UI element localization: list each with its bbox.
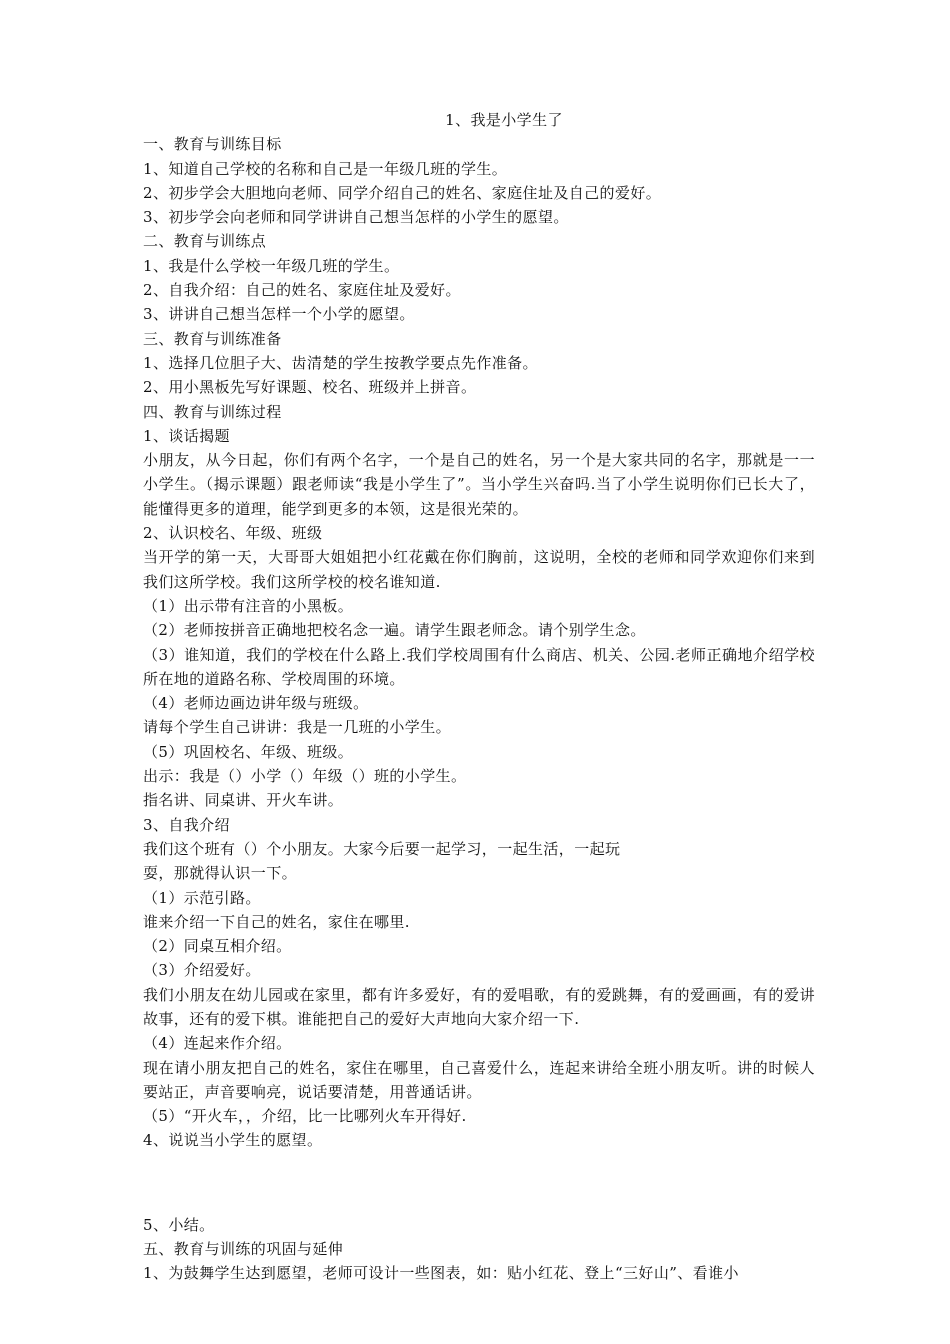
list-item: （5）“开火车，，介绍，比一比哪列火车开得好. <box>143 1107 467 1126</box>
subheading: 4、说说当小学生的愿望。 <box>143 1131 323 1150</box>
paragraph-line: 出示：我是（）小学（）年级（）班的小学生。 <box>143 767 467 786</box>
paragraph-line: 请每个学生自己讲讲：我是一几班的小学生。 <box>143 718 452 737</box>
section-heading-objectives: 一、教育与训练目标 <box>143 135 282 154</box>
subheading: 1、谈话揭题 <box>143 426 230 445</box>
paragraph: 小朋友，从今日起，你们有两个名字，一个是自己的姓名，另一个是大家共同的名字，那就是一一小学生。（揭示课题）跟老师读“我是小学生了”。当小学生兴奋吗.当了小学生说明你们已长大了，能懂得更多的道理，能学到更多的本领，这是很光荣的。 <box>143 451 815 518</box>
section-heading-points: 二、教育与训练点 <box>143 232 267 251</box>
list-item: 1、选择几位胆子大、齿清楚的学生按教学要点先作准备。 <box>143 353 538 372</box>
list-item: 3、讲讲自己想当怎样一个小学的愿望。 <box>143 305 415 324</box>
document-body <box>143 108 815 1286</box>
list-item: （3）介绍爱好。 <box>143 961 261 980</box>
subheading: 5、小结。 <box>143 1215 215 1234</box>
paragraph-line: 指名讲、同桌讲、开火车讲。 <box>143 791 344 810</box>
paragraph: （3）谁知道，我们的学校在什么路上.我们学校周围有什么商店、机关、公园.老师正确地介绍学校所在地的道路名称、学校周围的环境。 <box>143 645 815 688</box>
list-item: 1、我是什么学校一年级几班的学生。 <box>143 256 400 275</box>
paragraph: 当开学的第一天，大哥哥大姐姐把小红花戴在你们胸前，这说明，全校的老师和同学欢迎你们来到我们这所学校。我们这所学校的校名谁知道. <box>143 548 815 591</box>
subheading: 3、自我介绍 <box>143 815 230 834</box>
paragraph: 我们小朋友在幼儿园或在家里，都有许多爱好，有的爱唱歌，有的爱跳舞，有的爱画画，有的爱讲故事，还有的爱下棋。谁能把自己的爱好大声地向大家介绍一下. <box>143 985 815 1028</box>
list-item: （2）老师按拼音正确地把校名念一遍。请学生跟老师念。请个别学生念。 <box>143 621 646 640</box>
section-heading-extension: 五、教育与训练的巩固与延伸 <box>143 1240 344 1259</box>
section-heading-preparation: 三、教育与训练准备 <box>143 329 282 348</box>
lesson-title: 1、我是小学生了 <box>445 111 563 129</box>
subheading: 2、认识校名、年级、班级 <box>143 524 323 543</box>
list-item: （1）示范引路。 <box>143 888 261 907</box>
list-item: 2、自我介绍：自己的姓名、家庭住址及爱好。 <box>143 281 461 300</box>
list-item: 2、初步学会大胆地向老师、同学介绍自己的姓名、家庭住址及自己的爱好。 <box>143 183 662 202</box>
list-item: （2）同桌互相介绍。 <box>143 937 292 956</box>
paragraph-line: 谁来介绍一下自己的姓名，家住在哪里. <box>143 912 410 931</box>
paragraph-line: 我们这个班有（）个小朋友。大家今后要一起学习，一起生活，一起玩 <box>143 839 621 858</box>
list-item: 2、用小黑板先写好课题、校名、班级并上拼音。 <box>143 378 477 397</box>
paragraph-line: 耍，那就得认识一下。 <box>143 864 298 883</box>
list-item: （5）巩固校名、年级、班级。 <box>143 742 354 761</box>
paragraph: 现在请小朋友把自己的姓名，家住在哪里，自己喜爱什么，连起来讲给全班小朋友听。讲的时候人要站正，声音要响亮，说话要清楚，用普通话讲。 <box>143 1058 815 1101</box>
blank-space <box>143 1153 815 1213</box>
section-heading-process: 四、教育与训练过程 <box>143 402 282 421</box>
list-item: 1、为鼓舞学生达到愿望，老师可设计一些图表，如：贴小红花、登上“三好山”、看谁小 <box>143 1264 739 1283</box>
list-item: （4）老师边画边讲年级与班级。 <box>143 694 369 713</box>
list-item: （1）出示带有注音的小黑板。 <box>143 596 354 615</box>
list-item: 3、初步学会向老师和同学讲讲自己想当怎样的小学生的愿望。 <box>143 208 569 227</box>
list-item: 1、知道自己学校的名称和自己是一年级几班的学生。 <box>143 159 508 178</box>
list-item: （4）连起来作介绍。 <box>143 1034 292 1053</box>
